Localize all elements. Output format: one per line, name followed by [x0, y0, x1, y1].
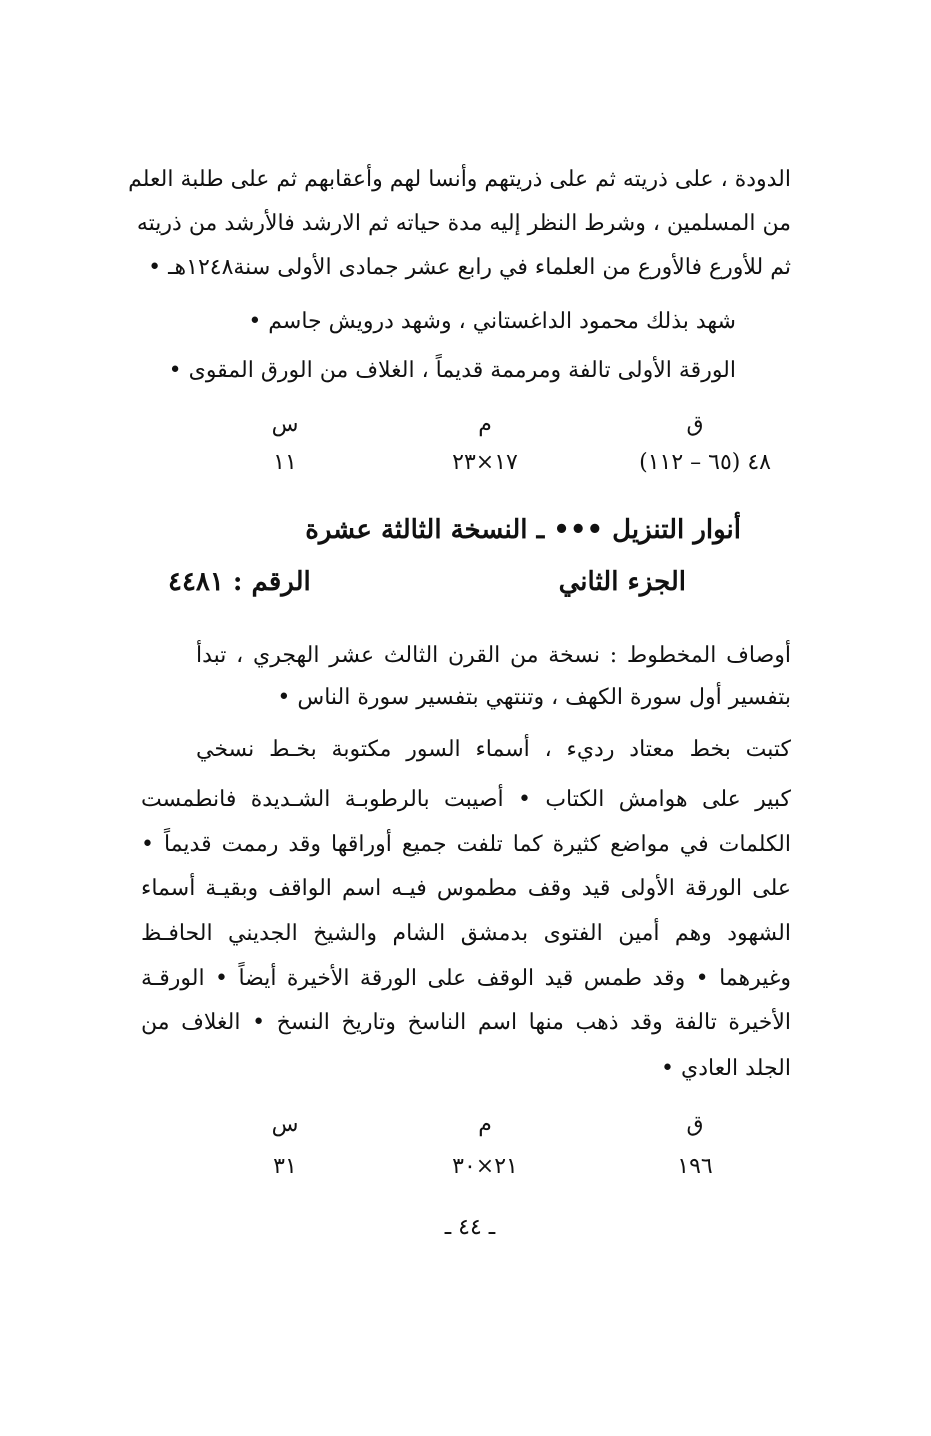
- catalog-number: الرقم : ٤٤٨١: [168, 567, 311, 597]
- table1-value-q: ٤٨ (٦٥ – ١١٢): [639, 450, 771, 475]
- description-line-2: بتفسير أول سورة الكهف ، وتنتهي بتفسير سورة الناس •: [277, 685, 791, 710]
- table2-value-s: ٣١: [273, 1154, 297, 1179]
- table2-value-m: ٢١×٣٠: [452, 1154, 518, 1179]
- page-number: ـ ٤٤ ـ: [444, 1215, 496, 1240]
- table2-header-s: س: [271, 1112, 299, 1137]
- manuscript-title: أنوار التنزيل ••• ـ النسخة الثالثة عشرة: [305, 515, 741, 545]
- table1-header-q: ق: [686, 412, 704, 437]
- table1-value-s: ١١: [273, 450, 297, 475]
- section1-line-2: من المسلمين ، وشرط النظر إليه مدة حياته ثم الارشد فالأرشد من ذريته: [136, 211, 791, 236]
- body-line-8: الجلد العادي •: [661, 1056, 791, 1081]
- section1-line-3: ثم للأورع فالأورع من العلماء في رابع عشر جمادى الأولى سنة١٢٤٨هـ •: [148, 255, 791, 280]
- description-line-1: أوصاف المخطوط : نسخة من القرن الثالث عشر الهجري ، تبدأ: [196, 643, 791, 668]
- table2-header-q: ق: [686, 1112, 704, 1137]
- body-line-2: كبير على هوامش الكتاب • أصيبت بالرطوبـة الشـديدة فانطمست: [141, 787, 791, 812]
- body-line-3: الكلمات في مواضع كثيرة كما تلفت جميع أوراقها وقد رممت قديماً •: [141, 832, 791, 857]
- witness-line: شهد بذلك محمود الداغستاني ، وشهد درويش جاسم •: [248, 309, 736, 334]
- body-line-7: الأخيرة تالفة وقد ذهب منها اسم الناسخ وتاريخ النسخ • الغلاف من: [141, 1010, 791, 1035]
- body-line-6: وغيرهما • وقد طمس قيد الوقف على الورقة الأخيرة أيضاً • الورقـة: [141, 966, 791, 991]
- table1-header-s: س: [271, 412, 299, 437]
- condition-line: الورقة الأولى تالفة ومرممة قديماً ، الغلاف من الورق المقوى •: [168, 358, 736, 383]
- table1-value-m: ١٧×٢٣: [452, 450, 518, 475]
- section1-line-1: الدودة ، على ذريته ثم على ذريتهم وأنسا لهم وأعقابهم ثم على طلبة العلم: [128, 167, 791, 192]
- part-label: الجزء الثاني: [558, 567, 686, 597]
- table1-header-m: م: [478, 412, 492, 437]
- body-line-4: على الورقة الأولى قيد وقف مطموس فيـه اسم الواقف وبقيـة أسماء: [141, 876, 791, 901]
- body-line-1: كتبت بخط معتاد رديء ، أسماء السور مكتوبة بخـط نسخي: [196, 737, 791, 762]
- table2-value-q: ١٩٦: [677, 1154, 713, 1179]
- body-line-5: الشهود وهم أمين الفتوى بدمشق الشام والشيخ الجديني الحافـظ: [141, 921, 791, 946]
- table2-header-m: م: [478, 1112, 492, 1137]
